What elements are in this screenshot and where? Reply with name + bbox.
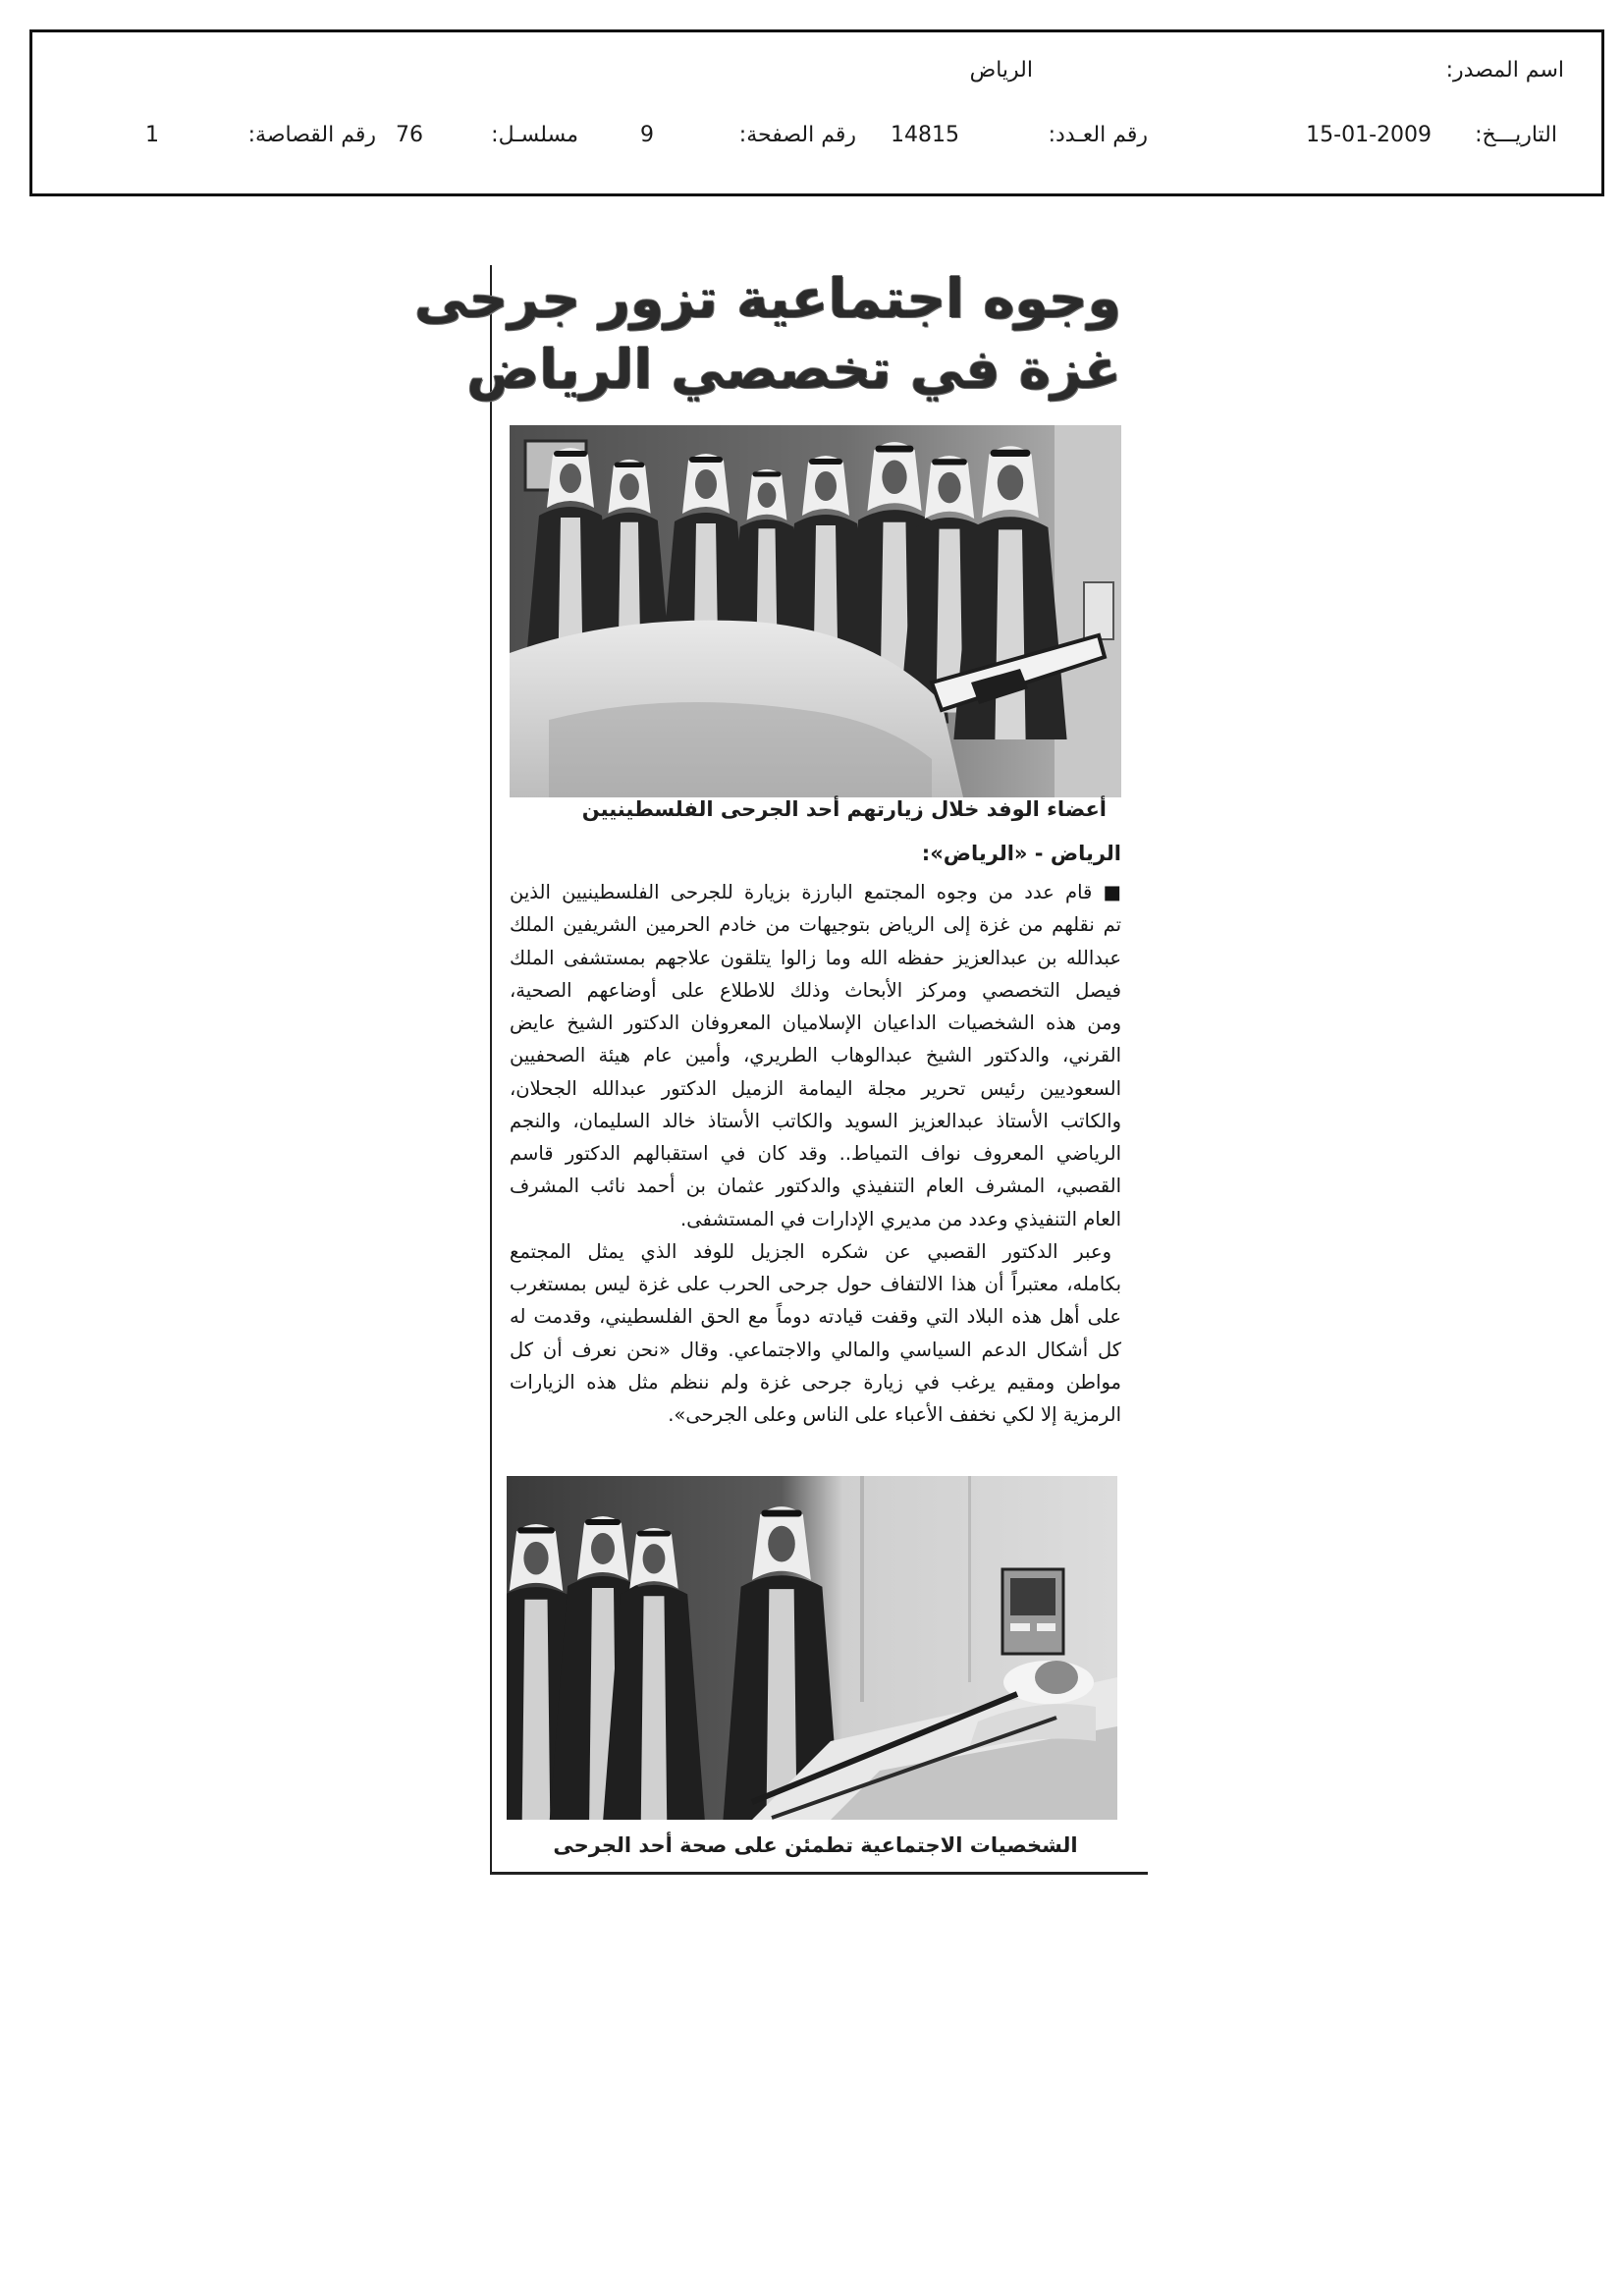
body-line: القصبي، المشرف العام التنفيذي والدكتور عثمان بن أحمد نائب المشرف — [510, 1175, 1121, 1198]
date-label: التاريـــخ: — [1475, 123, 1557, 147]
body-line: والكاتب الأستاذ عبدالعزيز السويد والكاتب الأستاذ خالد السليمان، والنجم — [510, 1109, 1121, 1132]
headline-line: وجوه اجتماعية تزور جرحى — [414, 267, 1121, 330]
issue-label: رقم العـدد: — [1048, 123, 1148, 147]
wall-device — [1084, 582, 1113, 639]
wall-panel — [860, 1476, 864, 1702]
source-value: الرياض — [969, 58, 1033, 82]
clip-label: رقم القصاصة: — [247, 123, 376, 147]
body-line: السعوديين رئيس تحرير مجلة اليمامة الزميل الدكتور عبدالله الجحلان، — [510, 1076, 1121, 1100]
body-line: القرني، والدكتور الشيخ عبدالوهاب الطريري، وأمين عام هيئة الصحفيين — [510, 1044, 1121, 1067]
column-rule-left — [490, 265, 492, 1875]
headline-line: غزة في تخصصي الرياض — [466, 338, 1121, 401]
column-rule-bottom — [490, 1872, 1148, 1875]
medical-monitor — [1002, 1569, 1063, 1654]
clipping-info-box — [29, 29, 1604, 196]
article-body — [510, 876, 1121, 1431]
body-line: بكامله، معتبراً أن هذا الالتفاف حول جرحى الحرب على غزة ليس بمستغرب — [510, 1273, 1121, 1295]
date-value: 15-01-2009 — [1306, 123, 1432, 147]
photo-caption: أعضاء الوفد خلال زيارتهم أحد الجرحى الفلسطينيين — [581, 797, 1107, 821]
serial-label: مسلسـل: — [491, 123, 578, 147]
body-line: الرياضي المعروف نواف التمياط.. وقد كان في استقبالهم الدكتور قاسم — [510, 1142, 1121, 1165]
body-line: مواطن ومقيم يرغب في زيارة جرحى غزة ولم ننظم مثل هذه الزيارات — [510, 1370, 1121, 1394]
page-value: 9 — [640, 123, 654, 147]
serial-value: 76 — [396, 123, 423, 147]
byline: الرياض - «الرياض»: — [921, 842, 1121, 865]
headline — [414, 263, 1121, 405]
body-line: وعبر الدكتور القصبي عن شكره الجزيل للوفد الذي يمثل المجتمع — [510, 1239, 1111, 1263]
body-line: ومن هذه الشخصيات الداعيان الإسلاميان المعروفان الدكتور الشيخ عايض — [510, 1011, 1121, 1034]
wall-panel — [968, 1476, 971, 1682]
body-line: كل أشكال الدعم السياسي والمالي والاجتماعي. وقال «نحن نعرف أن كل — [510, 1338, 1121, 1361]
photo-caption: الشخصيات الاجتماعية تطمئن على صحة أحد الجرحى — [553, 1833, 1078, 1857]
body-line: العام التنفيذي وعدد من مديري الإدارات في المستشفى. — [680, 1207, 1121, 1230]
body-line: عبدالله بن عبدالعزيز حفظه الله وما زالوا يتلقون علاجهم بمستشفى الملك — [510, 946, 1121, 969]
photo-patient-checkup — [507, 1476, 1117, 1820]
issue-value: 14815 — [891, 123, 959, 147]
body-line: تم نقلهم من غزة إلى الرياض بتوجيهات من خادم الحرمين الشريفين الملك — [510, 913, 1121, 937]
page-label: رقم الصفحة: — [738, 123, 856, 147]
clip-value: 1 — [145, 123, 159, 147]
body-line: على أهل هذه البلاد التي وقفت قيادته دوماً مع الحق الفلسطيني، وقدمت له — [510, 1305, 1121, 1329]
body-line: الرمزية إلا لكي نخفف الأعباء على الناس وعلى الجرحى». — [668, 1403, 1121, 1426]
body-line: فيصل التخصصي ومركز الأبحاث وذلك للاطلاع على أوضاعهم الصحية، — [510, 978, 1121, 1002]
photo-delegation-visit — [510, 425, 1121, 797]
source-label: اسم المصدر: — [1445, 58, 1564, 82]
body-line: ■ قام عدد من وجوه المجتمع البارزة بزيارة للجرحى الفلسطينيين الذين — [510, 881, 1121, 903]
